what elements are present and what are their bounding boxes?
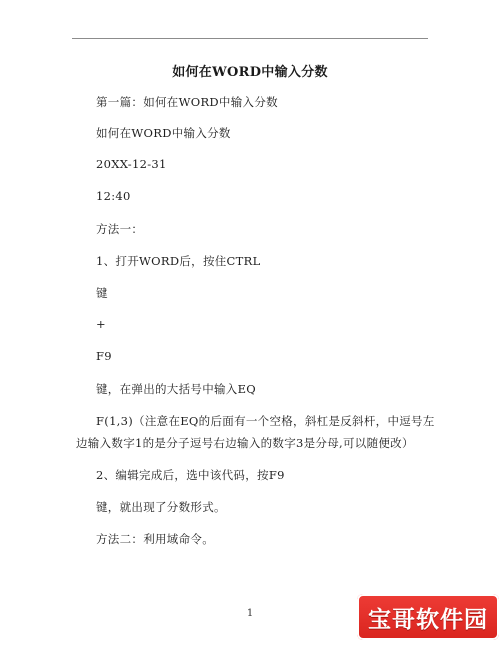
watermark-logo	[357, 594, 499, 640]
line-date: 20XX-12-31	[96, 157, 167, 171]
line-result: 键，就出现了分数形式。	[96, 500, 226, 514]
line-subtitle: 如何在WORD中输入分数	[96, 126, 231, 140]
page-number: 1	[246, 608, 254, 619]
line-step-1: 1、打开WORD后，按住CTRL	[96, 254, 261, 268]
line-method-two: 方法二：利用域命令。	[96, 532, 214, 546]
line-method-one: 方法一：	[96, 222, 144, 236]
line-f9: F9	[96, 349, 112, 363]
line-eq: 键，在弹出的大括号中输入EQ	[96, 382, 257, 396]
header-rule	[72, 38, 428, 39]
line-time: 12:40	[96, 189, 131, 203]
line-formula: F(1,3)（注意在EQ的后面有一个空格，斜杠是反斜杆，中逗号左	[96, 414, 435, 428]
watermark-text: 宝哥软件园	[368, 606, 488, 633]
line-formula-cont: 边输入数字1的是分子逗号右边输入的数字3是分母,可以随便改）	[76, 436, 414, 450]
document-title: 如何在WORD中输入分数	[172, 65, 328, 80]
line-key: 键	[96, 286, 108, 300]
line-plus: +	[96, 317, 106, 331]
line-heading: 第一篇：如何在WORD中输入分数	[96, 95, 278, 109]
line-step-2: 2、编辑完成后，选中该代码，按F9	[96, 468, 285, 482]
